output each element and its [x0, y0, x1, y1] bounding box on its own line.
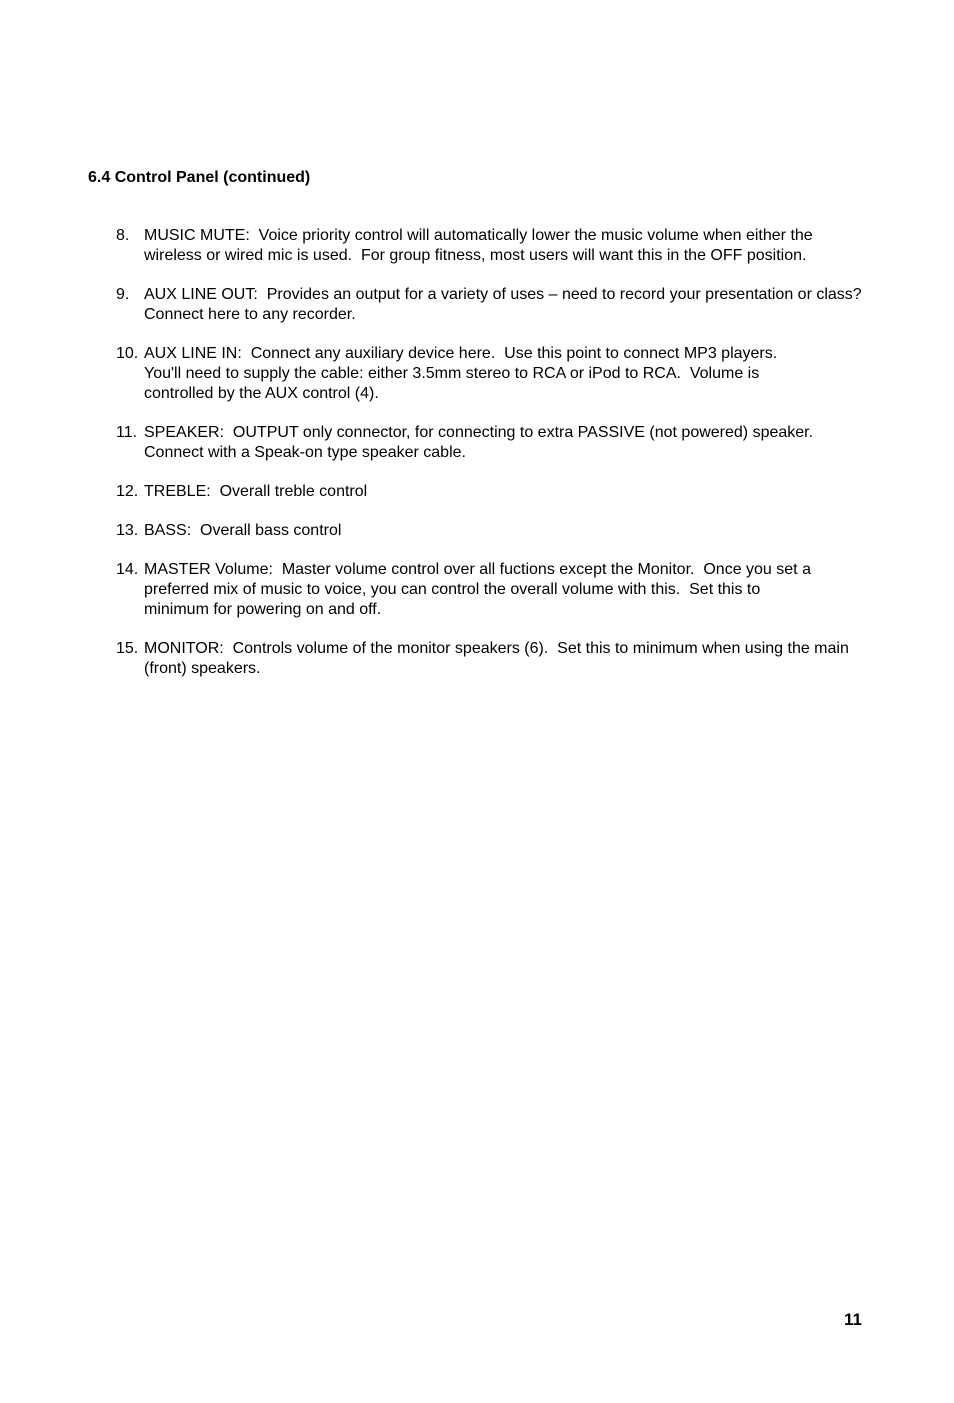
- control-list: [116, 226, 871, 698]
- list-item-aux-line-in: [116, 344, 868, 404]
- item-number: 8.: [116, 227, 130, 244]
- page-number: 11: [844, 1310, 862, 1329]
- section-heading: 6.4 Control Panel (continued): [88, 169, 311, 186]
- list-item-bass: [116, 521, 868, 541]
- list-item-master-volume: [116, 560, 868, 620]
- item-text: MUSIC MUTE: Voice priority control will automatically lower the music volume when either the wireless or wired mic is used. For group fitness, most users will want this in the OFF position.: [144, 227, 818, 264]
- item-number: 10.: [116, 345, 139, 362]
- item-number: 15.: [116, 640, 139, 657]
- item-text: SPEAKER: OUTPUT only connector, for connecting to extra PASSIVE (not powered) speaker. Connect with a Speak-on type speaker cable.: [144, 424, 818, 461]
- item-text: BASS: Overall bass control: [144, 522, 342, 539]
- item-number: 9.: [116, 286, 130, 303]
- item-number: 12.: [116, 483, 139, 500]
- item-number: 11.: [116, 424, 138, 441]
- list-item-speaker: [116, 423, 868, 463]
- item-text: MONITOR: Controls volume of the monitor speakers (6). Set this to minimum when using the main (front) speakers.: [144, 640, 854, 677]
- item-text: AUX LINE IN: Connect any auxiliary device here. Use this point to connect MP3 players. You'll need to supply the cable: either 3.5mm stereo to RCA or iPod to RCA. Volume is controlled by the AUX control (4).: [144, 345, 778, 402]
- item-number: 14.: [116, 561, 139, 578]
- list-item-monitor: [116, 639, 868, 679]
- list-item-music-mute: [116, 226, 868, 266]
- list-item-treble: [116, 482, 868, 502]
- list-item-aux-line-out: [116, 285, 871, 325]
- item-text: MASTER Volume: Master volume control over all fuctions except the Monitor. Once you set a preferred mix of music to voice, you can control the overall volume with this. Set this to minimum for powering on and off.: [144, 561, 811, 618]
- item-text: AUX LINE OUT: Provides an output for a variety of uses – need to record your presentation or class? Connect here to any recorder.: [144, 286, 871, 323]
- item-text: TREBLE: Overall treble control: [144, 483, 368, 500]
- item-number: 13.: [116, 522, 139, 539]
